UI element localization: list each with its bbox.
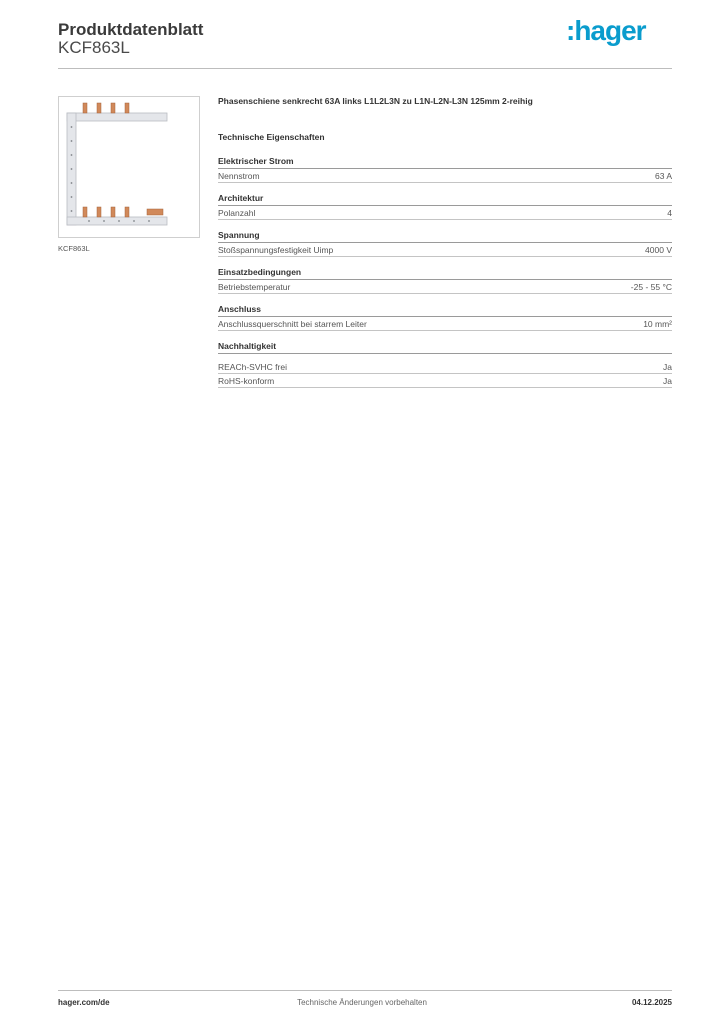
spec-label: Anschlussquerschnitt bei starrem Leiter [218,318,367,329]
spec-row [218,206,672,220]
spec-group-nachhaltigkeit [218,341,672,388]
spec-group-einsatzbedingungen [218,267,672,294]
spec-value: 4 [667,207,672,218]
spec-label: Stoßspannungsfestigkeit Uimp [218,244,334,255]
spec-value: Ja [663,361,672,372]
spec-group-architektur [218,193,672,220]
spec-value: -25 - 55 °C [630,281,672,292]
spec-row [218,169,672,183]
spec-value: 4000 V [645,244,672,255]
busbar-illustration [59,97,199,237]
spec-row [218,374,672,388]
spec-group-spannung [218,230,672,257]
group-title: Elektrischer Strom [218,156,672,169]
group-title: Architektur [218,193,672,206]
spec-value: 10 mm² [643,318,672,329]
product-description: Phasenschiene senkrecht 63A links L1L2L3N zu L1N-L2N-L3N 125mm 2-reihig [218,96,533,106]
group-title: Einsatzbedingungen [218,267,672,280]
footer-divider [58,990,672,991]
spec-group-elektrischer-strom [218,156,672,183]
footer-date: 04.12.2025 [631,998,672,1007]
footer-notice: Technische Änderungen vorbehalten [297,998,427,1007]
spec-content [218,96,672,398]
spec-row [218,243,672,257]
spec-label: RoHS-konform [218,375,275,386]
spec-row [218,360,672,374]
spec-row [218,280,672,294]
spec-row [218,317,672,331]
spec-label: REACh-SVHC frei [218,361,287,372]
spec-value: Ja [663,375,672,386]
page-title: Produktdatenblatt [58,20,204,39]
section-heading: Technische Eigenschaften [218,132,325,142]
spec-label: Betriebstemperatur [218,281,291,292]
image-caption: KCF863L [58,244,90,253]
product-code: KCF863L [58,38,130,57]
spec-group-anschluss [218,304,672,331]
group-title: Anschluss [218,304,672,317]
group-title: Spannung [218,230,672,243]
spec-value: 63 A [654,170,672,181]
hager-logo [566,14,658,48]
logo-text: :hager [566,15,646,46]
footer-website: hager.com/de [58,998,110,1007]
product-image [58,96,200,238]
spec-label: Polanzahl [218,207,256,218]
group-title: Nachhaltigkeit [218,341,672,354]
spec-label: Nennstrom [218,170,260,181]
header-divider [58,68,672,69]
